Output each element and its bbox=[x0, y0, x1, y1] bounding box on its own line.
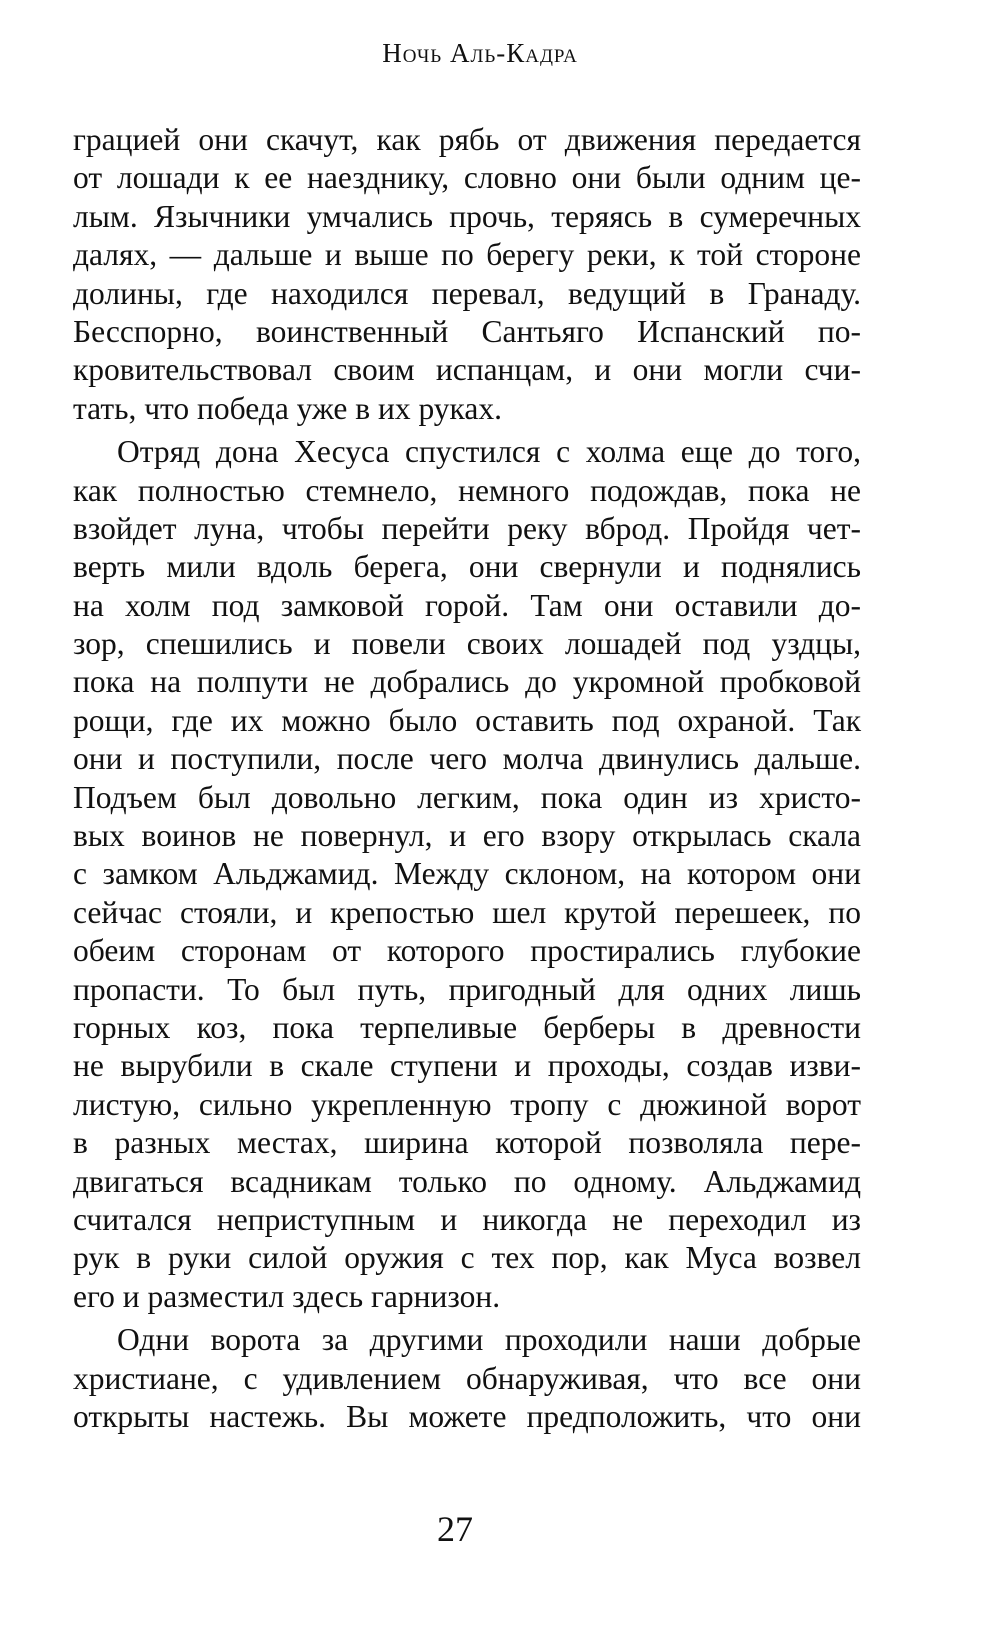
running-head: Ночь Аль-Кадра bbox=[382, 38, 578, 68]
text-line: пока на полпути не добрались до укромной пробковой bbox=[73, 664, 861, 700]
text-line: взойдет луна, чтобы перейти реку вброд. Пройдя чет- bbox=[73, 510, 861, 546]
paragraph bbox=[73, 121, 861, 428]
text-line: двигаться всадникам только по одному. Альджамид bbox=[73, 1163, 861, 1199]
text-line: вых воинов не повернул, и его взору открылась скала bbox=[73, 818, 861, 854]
text-line: рощи, где их можно было оставить под охраной. Так bbox=[73, 702, 861, 738]
text-line: тать, что победа уже в их руках. bbox=[73, 390, 502, 426]
paragraph bbox=[73, 1321, 861, 1436]
text-line: Бесспорно, воинственный Сантьяго Испанский по- bbox=[73, 313, 861, 349]
text-line: долины, где находился перевал, ведущий в Гранаду. bbox=[73, 275, 861, 311]
text-line: в разных местах, ширина которой позволяла пере- bbox=[73, 1125, 861, 1161]
text-line: рук в руки силой оружия с тех пор, как Муса возвел bbox=[73, 1240, 861, 1276]
page-number: 27 bbox=[437, 1509, 473, 1549]
text-line: с замком Альджамид. Между склоном, на котором они bbox=[73, 856, 861, 892]
text-line: от лошади к ее наезднику, словно они были одним це- bbox=[73, 160, 861, 196]
text-line: листую, сильно укрепленную тропу с дюжиной ворот bbox=[73, 1086, 861, 1122]
text-line: как полностью стемнело, немного подождав, пока не bbox=[73, 472, 861, 508]
text-line: Одни ворота за другими проходили наши добрые bbox=[117, 1322, 861, 1358]
text-line: обеим сторонам от которого простирались глубокие bbox=[73, 933, 861, 969]
text-line: они и поступили, после чего молча двинулись дальше. bbox=[73, 741, 861, 777]
text-line: грацией они скачут, как рябь от движения передается bbox=[73, 122, 861, 157]
text-line: христиане, с удивлением обнаруживая, что все они bbox=[73, 1360, 861, 1396]
text-line: на холм под замковой горой. Там они оставили до- bbox=[73, 587, 861, 623]
body-text bbox=[73, 121, 861, 1436]
text-line: Отряд дона Хесуса спустился с холма еще до того, bbox=[117, 434, 861, 470]
text-line: далях, — дальше и выше по берегу реки, к той стороне bbox=[73, 237, 861, 273]
paragraph bbox=[73, 433, 861, 1316]
text-line: кровительствовал своим испанцам, и они могли счи- bbox=[73, 352, 861, 388]
text-line: сейчас стояли, и крепостью шел крутой перешеек, по bbox=[73, 894, 861, 930]
text-line: не вырубили в скале ступени и проходы, создав изви- bbox=[73, 1048, 861, 1084]
text-line: открыты настежь. Вы можете предположить, что они bbox=[73, 1398, 861, 1434]
text-line: пропасти. То был путь, пригодный для одних лишь bbox=[73, 971, 861, 1007]
text-line: считался неприступным и никогда не переходил из bbox=[73, 1201, 861, 1237]
text-line: верть мили вдоль берега, они свернули и поднялись bbox=[73, 549, 861, 585]
text-line: зор, спешились и повели своих лошадей под уздцы, bbox=[73, 626, 861, 662]
text-line: его и разместил здесь гарнизон. bbox=[73, 1278, 501, 1314]
text-line: Подъем был довольно легким, пока один из христо- bbox=[73, 779, 861, 815]
text-line: лым. Язычники умчались прочь, теряясь в сумеречных bbox=[73, 198, 861, 234]
text-line: горных коз, пока терпеливые берберы в древности bbox=[73, 1009, 861, 1045]
